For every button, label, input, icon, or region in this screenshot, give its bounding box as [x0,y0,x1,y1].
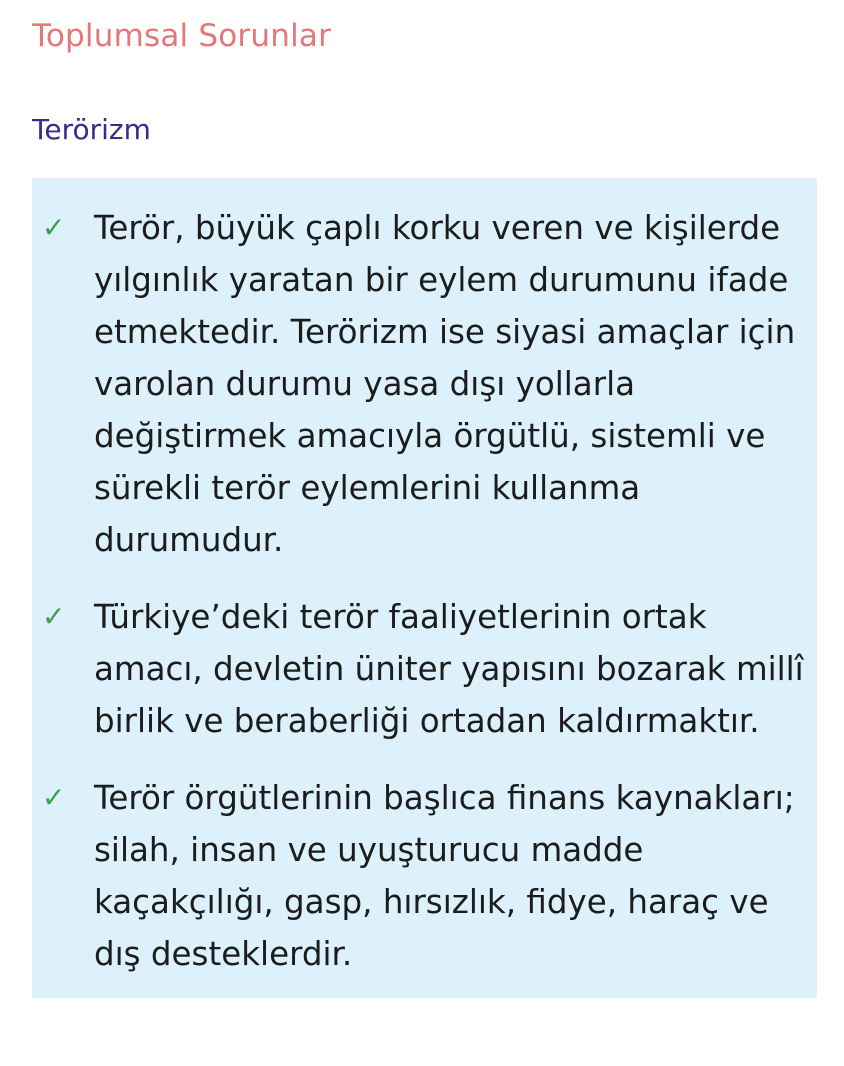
section-title: Terörizm [32,113,151,146]
info-box [32,178,817,998]
list-item-text: Türkiye’deki terör faaliyetlerinin ortak amacı, devletin üniter yapısını bozarak millî birlik ve beraberliği ortadan kaldırmaktır. [94,598,804,740]
list-item-text: Terör, büyük çaplı korku veren ve kişilerde yılgınlık yaratan bir eylem durumunu ifade etmektedir. Terörizm ise siyasi amaçlar için varolan durumu yasa dışı yollarla değiştirmek amacıyla örgütlü, sistemli ve sürekli terör eylemlerini kullanma durumudur. [94,209,796,559]
check-icon: ✓ [42,600,66,633]
page-title: Toplumsal Sorunlar [32,18,332,54]
list-item [32,772,817,980]
bullet-list [32,202,817,980]
list-item-text: Terör örgütlerinin başlıca finans kaynakları; silah, insan ve uyuşturucu madde kaçakçılığı, gasp, hırsızlık, fidye, haraç ve dış desteklerdir. [94,779,795,973]
list-item [32,591,817,747]
list-item [32,202,817,566]
check-icon: ✓ [42,781,66,814]
check-icon: ✓ [42,211,66,244]
